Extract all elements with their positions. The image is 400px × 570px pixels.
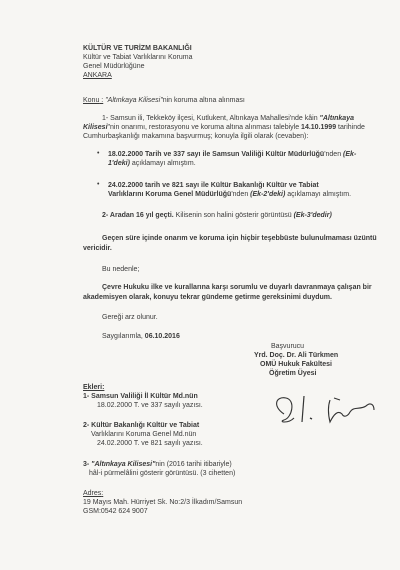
attachment-3-church: "Altınkaya Kilisesi" bbox=[91, 461, 156, 468]
bullet2-line2 bbox=[108, 190, 351, 199]
para1-text3: tarihinde bbox=[336, 124, 365, 131]
para1-line2 bbox=[83, 123, 365, 132]
para3-line2: vericidir. bbox=[83, 245, 112, 252]
attachment-3-num: 3- bbox=[83, 461, 92, 468]
bullet1-rest: açıklamayı almıştım. bbox=[129, 160, 196, 167]
bullet-dot: • bbox=[97, 150, 100, 157]
para1-date: 14.10.1999 bbox=[301, 124, 337, 131]
ministry-name: KÜLTÜR VE TURİZM BAKANLIĞI bbox=[83, 45, 192, 52]
address-heading: Adres: bbox=[83, 490, 104, 497]
subject-rest: nin koruma altına alınması bbox=[162, 97, 245, 104]
para1-church-cont: Kilisesi bbox=[83, 124, 108, 131]
bullet1-text: 18.02.2000 Tarih ve 337 sayı ile Samsun Valiliği Kültür Müdürlüğü bbox=[108, 151, 325, 158]
para2-ek: (Ek-3'dedir) bbox=[293, 212, 332, 219]
bullet2-ek: (Ek-2'deki) bbox=[250, 191, 286, 198]
para1-text: 1- Samsun ili, Tekkeköy ilçesi, Kutlukent, Altınkaya Mahallesi'nde kâin bbox=[102, 115, 320, 122]
subject-label: Konu bbox=[83, 97, 100, 104]
address-heading-text: Adres bbox=[83, 490, 102, 497]
bullet2-line1: 24.02.2000 tarih ve 821 sayı ile Kültür Bakanlığı Kültür ve Tabiat bbox=[108, 182, 319, 189]
attachment-3-line1 bbox=[83, 460, 232, 469]
attachment-3-line2: hâl-i pürmelâlini gösterir görüntüsü. (3 cihetten) bbox=[89, 470, 236, 477]
bullet1-ek-cont: 1'deki) bbox=[108, 160, 130, 167]
closing-date-value: 06.10.2016 bbox=[144, 333, 180, 340]
para2-text: Kilisenin son halini gösterir görüntüsü bbox=[173, 212, 294, 219]
para4: Bu nedenle; bbox=[102, 266, 140, 273]
applicant-name: Yrd. Doç. Dr. Ali Türkmen bbox=[254, 352, 339, 359]
city-name: ANKARA bbox=[83, 72, 112, 79]
attachments-heading: Ekleri: bbox=[83, 384, 105, 391]
attachment-2-line1: 2- Kültür Bakanlığı Kültür ve Tabiat bbox=[83, 422, 200, 429]
applicant-title: Başvurucu bbox=[271, 343, 305, 350]
para1-line3: Cumhurbaşkanlığı makamına başvurmuş; konuyla ilgili olarak (cevaben): bbox=[83, 133, 309, 140]
department-name: Kültür ve Tabiat Varlıklarını Koruma bbox=[83, 54, 193, 61]
para1-church: "Altınkaya bbox=[319, 115, 354, 122]
bullet2-text: Varlıklarını Koruma Genel Müdürlüğü bbox=[108, 191, 232, 198]
attachment-1-line2: 18.02.2000 T. ve 337 sayılı yazısı. bbox=[97, 402, 203, 409]
subject-church: "Altınkaya Kilisesi" bbox=[103, 97, 163, 104]
para2-lead: 2- Aradan 16 yıl geçti. bbox=[102, 212, 174, 219]
para6: Gereği arz olunur. bbox=[102, 314, 158, 321]
bullet1-ek: (Ek- bbox=[343, 151, 357, 158]
bullet2-suffix: 'nden bbox=[231, 191, 251, 198]
closing-date bbox=[102, 332, 180, 341]
directorate-name: Genel Müdürlüğüne bbox=[83, 63, 145, 70]
handwritten-signature bbox=[270, 392, 380, 432]
para3-line1: Geçen süre içinde onarım ve koruma için hiçbir teşebbüste bulunulmaması üzüntü bbox=[102, 235, 377, 242]
para1-text2: "nin onarımı, restorasyonu ve koruma altına alınması talebiyle bbox=[107, 124, 302, 131]
attachment-1-line1: 1- Samsun Valiliği İl Kültür Md.nün bbox=[83, 393, 198, 400]
bullet-dot: • bbox=[97, 181, 100, 188]
bullet1-suffix: 'nden bbox=[324, 151, 344, 158]
address-line: 19 Mayıs Mah. Hürriyet Sk. No:2/3 İlkadım/Samsun bbox=[83, 499, 243, 506]
para5-line1: Çevre Hukuku ilke ve kurallarına karşı sorumlu ve duyarlı davranmaya çalışan bir bbox=[102, 284, 372, 291]
bullet1-line1 bbox=[108, 150, 356, 159]
phone-line: GSM:0542 624 9007 bbox=[83, 508, 148, 515]
applicant-faculty: OMÜ Hukuk Fakültesi bbox=[260, 361, 332, 368]
applicant-role: Öğretim Üyesi bbox=[269, 370, 317, 377]
attachment-2-line2: Varlıklarını Koruma Genel Md.nün bbox=[91, 431, 197, 438]
subject-sep: : bbox=[99, 97, 104, 104]
closing-label: Saygılarımla, bbox=[102, 333, 145, 340]
attachment-3-text: nin (2016 tarihi itibariyle) bbox=[155, 461, 232, 468]
subject-line bbox=[83, 96, 245, 105]
para5-line2: akademisyen olarak, konuyu tekrar gündeme getirme gereksinimi duydum. bbox=[83, 294, 332, 301]
attachment-2-line3: 24.02.2000 T. ve 821 sayılı yazısı. bbox=[97, 440, 203, 447]
bullet2-rest: açıklamayı almıştım. bbox=[285, 191, 352, 198]
para2 bbox=[102, 211, 332, 220]
bullet1-line2 bbox=[108, 159, 196, 168]
para1-line1 bbox=[102, 114, 354, 123]
